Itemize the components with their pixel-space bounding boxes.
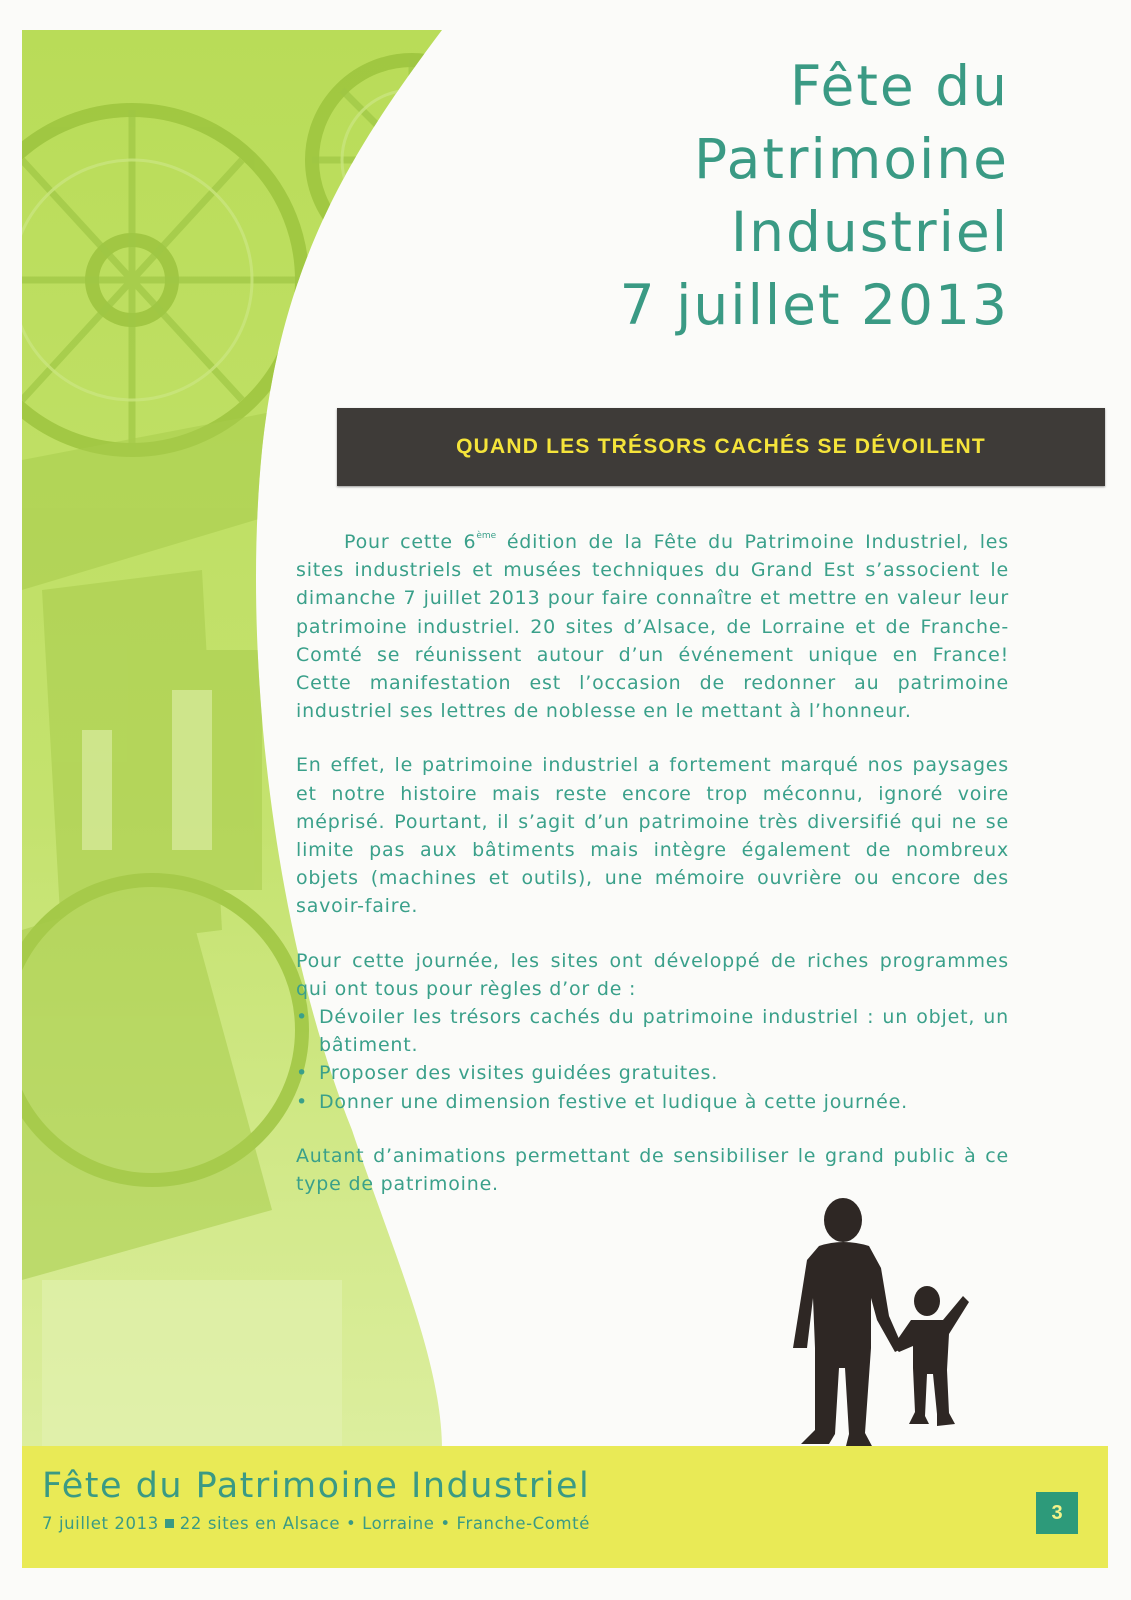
rules-block xyxy=(296,947,1009,1116)
paragraph-intro-start: Pour cette 6 xyxy=(344,531,477,553)
bullet-icon: • xyxy=(296,1006,309,1029)
title-line-1: Fête du xyxy=(789,54,1009,118)
superscript-ordinal: ème xyxy=(476,531,497,541)
list-item xyxy=(296,1059,1009,1087)
body-text xyxy=(296,528,1009,1224)
bullet-icon: • xyxy=(296,1090,309,1113)
title-line-3: Industriel xyxy=(730,200,1009,264)
title-line-2: Patrimoine xyxy=(693,127,1009,191)
list-item-text: Donner une dimension festive et ludique à cette journée. xyxy=(319,1090,908,1113)
paragraph-intro-rest: édition de la Fête du Patrimoine Industriel, les sites industriels et musées techniques du Grand Est s’associent le dimanche 7 juillet 2013 pour faire connaître et mettre en valeur leur patrimoine industriel. 20 sites d’Alsace, de Lorraine et de Franche-Comté se réunissent autour d’un événement unique en France! Cette manifestation est l’occasion de redonner au patrimoine industriel ses lettres de noblesse en le mettant à l’honneur. xyxy=(296,531,1009,723)
list-item-text: Dévoiler les trésors cachés du patrimoine industriel : un objet, un bâtiment. xyxy=(319,1006,1009,1057)
footer-date: 7 juillet 2013 xyxy=(42,1514,159,1533)
page-number: 3 xyxy=(1036,1492,1078,1534)
rules-list xyxy=(296,1003,1009,1116)
bullet-icon: • xyxy=(296,1062,309,1085)
footer-sites: 22 sites en Alsace • Lorraine • Franche-Comté xyxy=(179,1514,590,1533)
title-line-4: 7 juillet 2013 xyxy=(619,273,1009,337)
paragraph-context: En effet, le patrimoine industriel a fortement marqué nos paysages et notre histoire mais reste encore trop méconnu, ignoré voire méprisé. Pourtant, il s’agit d’un patrimoine très diversifié qui ne se limite pas aux bâtiments mais intègre également de nombreux objets (machines et outils), une mémoire ouvrière ou encore des savoir-faire. xyxy=(296,754,1009,918)
list-item-text: Proposer des visites guidées gratuites. xyxy=(319,1062,719,1085)
footer-subtitle xyxy=(42,1514,590,1533)
paragraph-rules-intro: Pour cette journée, les sites ont développé de riches programmes qui ont tous pour règles d’or de : xyxy=(296,949,1009,1000)
adult-and-child-silhouette-icon xyxy=(785,1198,1005,1458)
list-item xyxy=(296,1003,1009,1059)
page-title xyxy=(489,50,1009,342)
section-banner xyxy=(337,408,1105,486)
footer-title: Fête du Patrimoine Industriel xyxy=(42,1466,591,1506)
paragraph-intro xyxy=(296,528,1009,725)
square-bullet-icon xyxy=(165,1519,174,1528)
paragraph-conclusion: Autant d’animations permettant de sensibiliser le grand public à ce type de patrimoine. xyxy=(296,1144,1009,1196)
list-item xyxy=(296,1088,1009,1116)
page-footer xyxy=(22,1446,1108,1568)
banner-heading: QUAND LES TRÉSORS CACHÉS SE DÉVOILENT xyxy=(456,435,986,458)
